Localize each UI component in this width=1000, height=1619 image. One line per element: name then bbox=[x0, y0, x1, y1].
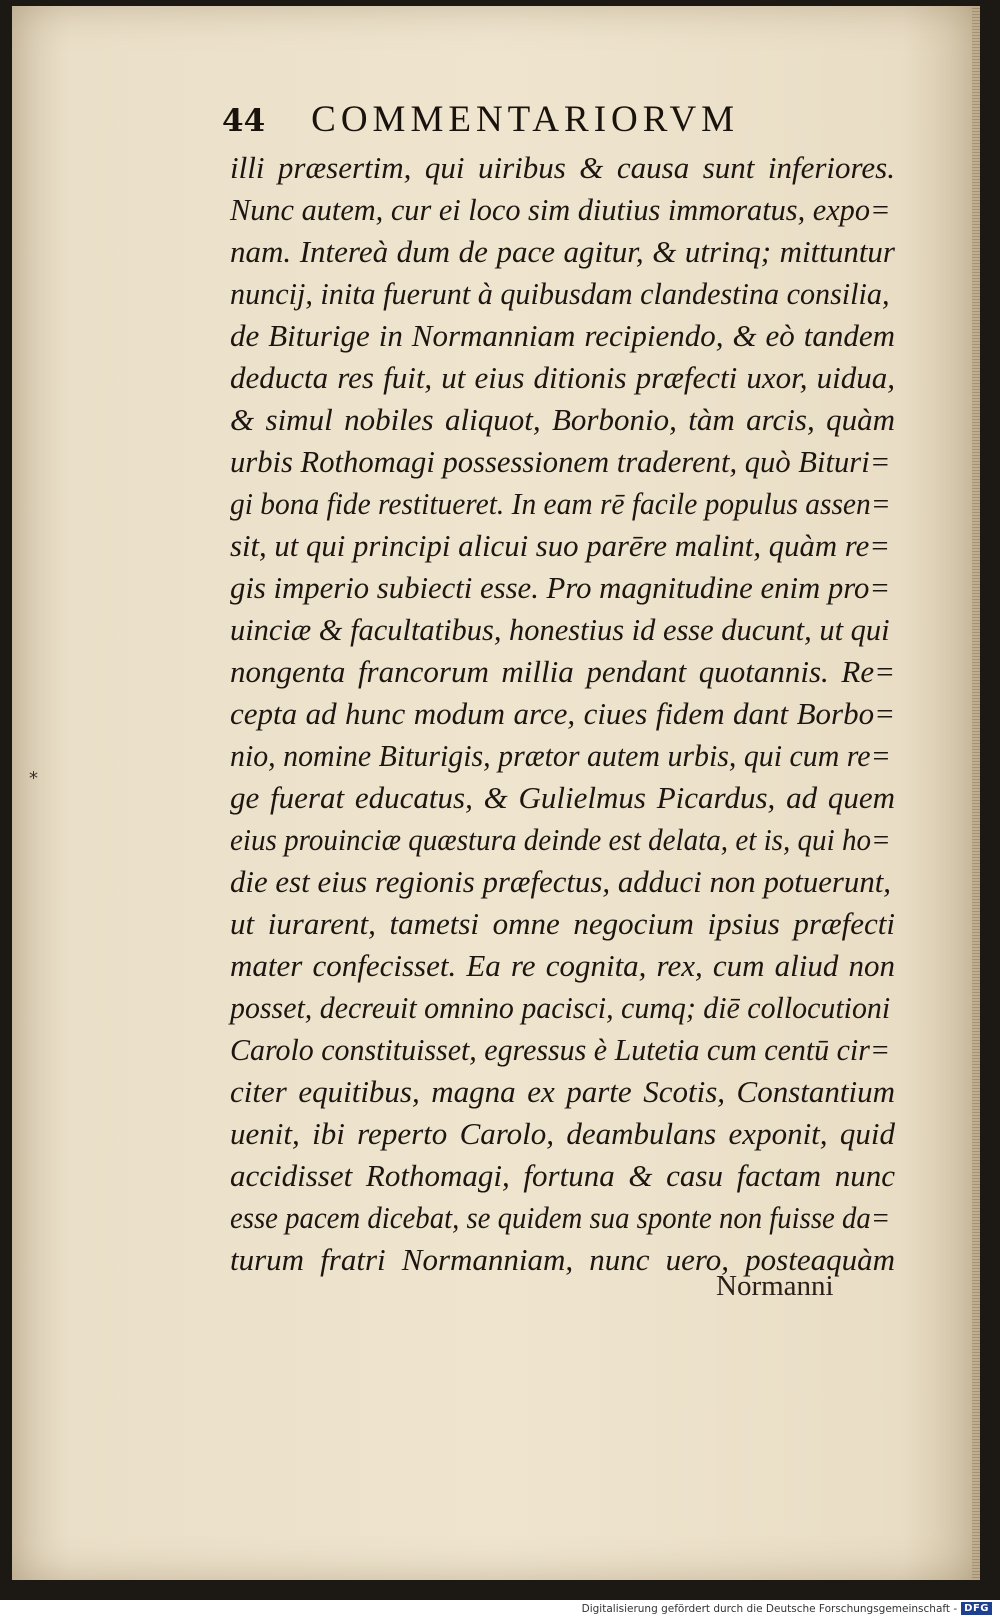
text-line: gi bona fide restitueret. In eam rē facile populus assen= bbox=[230, 486, 891, 521]
text-line: sit, ut qui principi alicui suo parēre malint, quàm re= bbox=[230, 528, 890, 563]
text-line: nam. Intereà dum de pace agitur, & utrinq; mittuntur bbox=[230, 234, 895, 269]
text-line: cepta ad hunc modum arce, ciues fidem dant Borbo= bbox=[230, 696, 895, 731]
page-edge bbox=[972, 6, 980, 1580]
text-line: citer equitibus, magna ex parte Scotis, Constantium bbox=[230, 1074, 895, 1109]
text-line: nio, nomine Biturigis, prætor autem urbis, qui cum re= bbox=[230, 738, 891, 773]
text-line: nongenta francorum millia pendant quotannis. Re= bbox=[230, 654, 895, 689]
text-line: urbis Rothomagi possessionem traderent, quò Bituri= bbox=[230, 444, 891, 479]
dfg-logo: DFG bbox=[961, 1602, 992, 1615]
credit-text: Digitalisierung gefördert durch die Deutsche Forschungsgemeinschaft - bbox=[581, 1602, 958, 1615]
text-line: gis imperio subiecti esse. Pro magnitudine enim pro= bbox=[230, 570, 891, 605]
text-line: Carolo constituisset, egressus è Lutetia cum centū cir= bbox=[230, 1032, 891, 1067]
text-line: deducta res fuit, ut eius ditionis præfecti uxor, uidua, bbox=[230, 360, 895, 395]
text-line: & simul nobiles aliquot, Borbonio, tàm arcis, quàm bbox=[230, 402, 895, 437]
text-line: illi præsertim, qui uiribus & causa sunt inferiores. bbox=[230, 150, 895, 185]
text-line: Nunc autem, cur ei loco sim diutius immoratus, expo= bbox=[230, 192, 891, 227]
page-number: 44 bbox=[222, 103, 266, 139]
text-line: eius prouinciæ quæstura deinde est delata, et is, qui ho= bbox=[230, 822, 891, 857]
text-line: accidisset Rothomagi, fortuna & casu factam nunc bbox=[230, 1158, 895, 1193]
text-line: uenit, ibi reperto Carolo, deambulans exponit, quid bbox=[230, 1116, 895, 1151]
catchword: Normanni bbox=[716, 1270, 834, 1302]
text-line: uinciæ & facultatibus, honestius id esse ducunt, ut qui bbox=[230, 612, 890, 647]
text-line: ge fuerat educatus, & Gulielmus Picardus, ad quem bbox=[230, 780, 895, 815]
text-line: nuncij, inita fuerunt à quibusdam clandestina consilia, bbox=[230, 276, 890, 311]
digitization-credit bbox=[582, 1600, 992, 1617]
margin-mark: * bbox=[29, 768, 38, 789]
text-line: esse pacem dicebat, se quidem sua sponte non fuisse da= bbox=[230, 1200, 891, 1235]
text-line: ut iurarent, tametsi omne negocium ipsius præfecti bbox=[230, 906, 895, 941]
body-text bbox=[230, 147, 895, 1281]
text-line: die est eius regionis præfectus, adduci non potuerunt, bbox=[230, 864, 892, 899]
running-head: COMMENTARIORVM bbox=[311, 99, 740, 140]
page-header bbox=[222, 98, 822, 142]
text-line: de Biturige in Normanniam recipiendo, & eò tandem bbox=[230, 318, 895, 353]
text-line: posset, decreuit omnino pacisci, cumq; diē collocutioni bbox=[230, 990, 891, 1025]
text-line: turum fratri Normanniam, nunc uero, posteaquàm bbox=[230, 1242, 895, 1277]
text-line: mater confecisset. Ea re cognita, rex, cum aliud non bbox=[230, 948, 895, 983]
